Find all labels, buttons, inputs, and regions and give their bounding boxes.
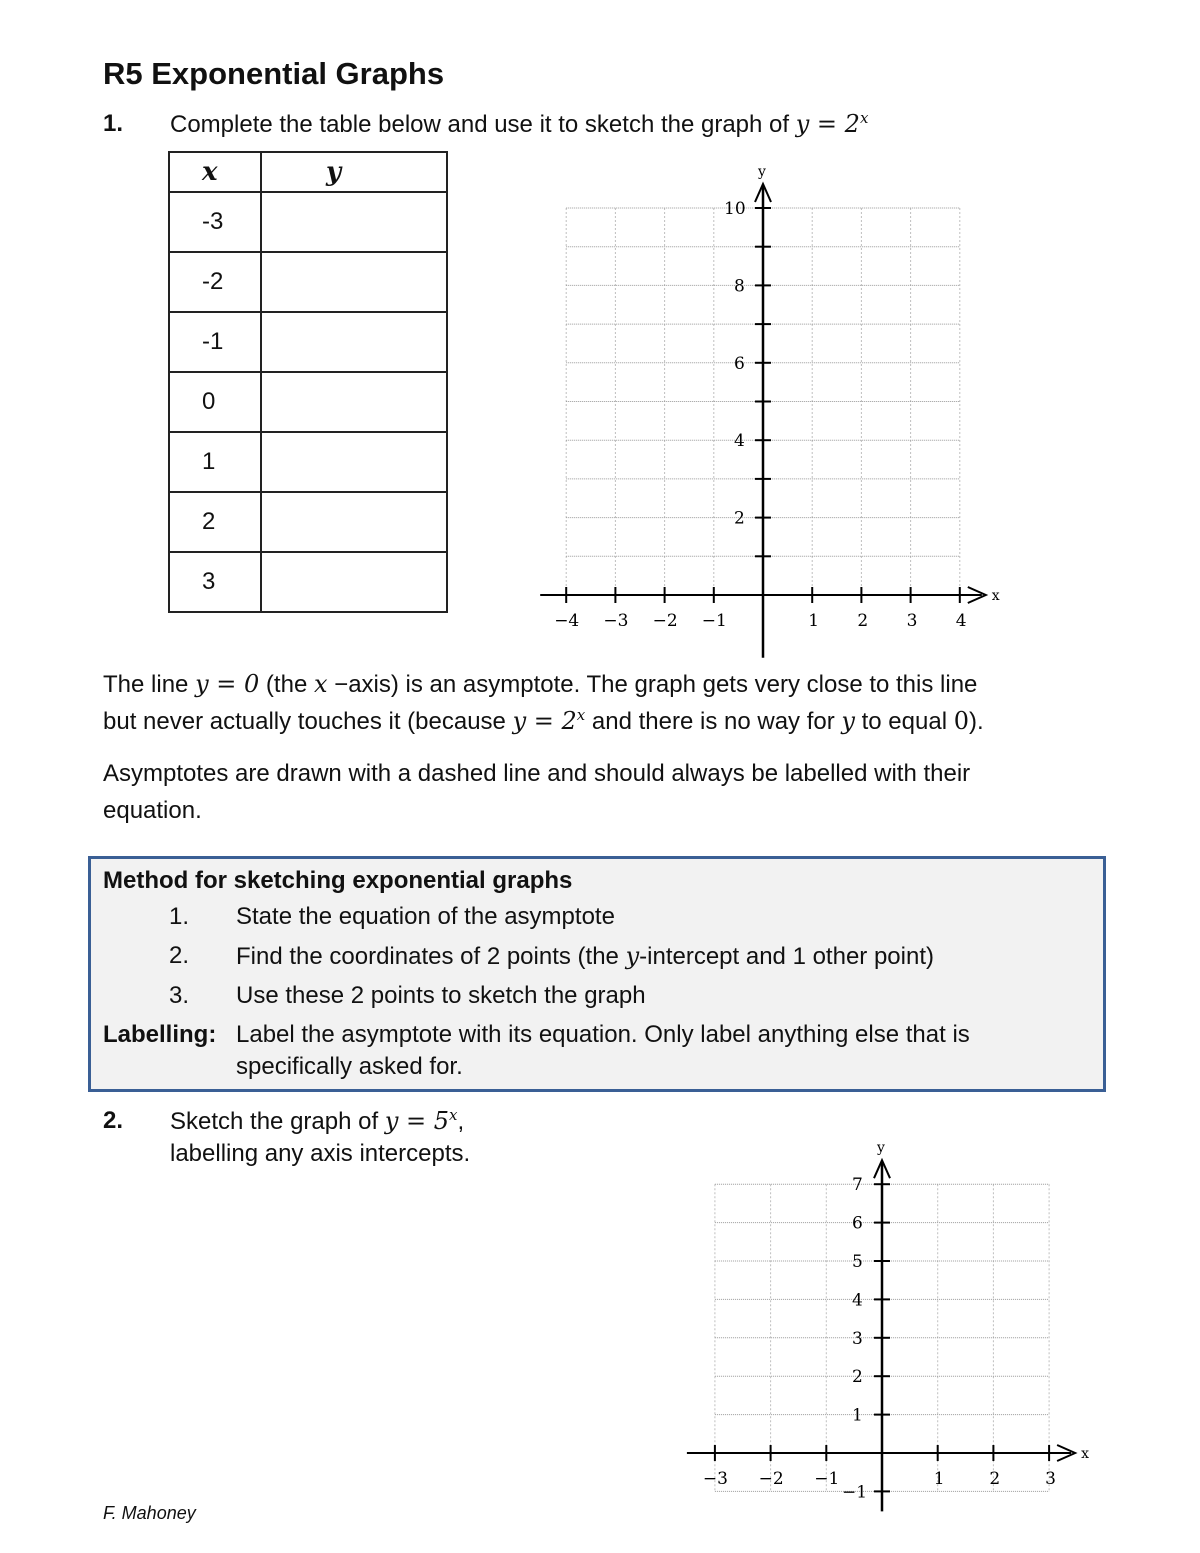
table-cell-y-input[interactable] <box>261 492 447 552</box>
table-cell-y-input[interactable] <box>261 192 447 252</box>
y-axis-label: y <box>877 1140 885 1157</box>
table-cell-x: 1 <box>169 432 261 492</box>
table-row <box>169 192 447 252</box>
y-tick-label: 7 <box>852 1175 863 1196</box>
asymptote-eq-1: y = 0 <box>195 670 260 698</box>
table-cell-x: 3 <box>169 552 261 612</box>
x-tick-label: −1 <box>814 1469 840 1489</box>
table-body <box>169 192 447 612</box>
asymptote-eq-2: y = 2 <box>512 707 577 735</box>
x-tick-label: −3 <box>702 1469 728 1489</box>
question-1-prefix: Complete the table below and use it to sketch the graph of <box>170 111 796 138</box>
y-tick-label: 8 <box>734 276 745 297</box>
method-step-2-number: 2. <box>169 942 190 969</box>
footer-author: F. Mahoney <box>103 1503 196 1523</box>
y-tick-label: −1 <box>842 1482 868 1503</box>
asymptote-text-3: −axis) is an asymptote. The graph gets very close to this line <box>327 671 978 698</box>
x-tick-label: 2 <box>989 1469 1001 1489</box>
table-cell-x: -1 <box>169 312 261 372</box>
method-step-2-text-a: Find the coordinates of 2 points (the <box>236 943 626 970</box>
values-table <box>168 151 448 613</box>
labelling-text-2: specifically asked for. <box>236 1053 463 1080</box>
y-tick-label: 4 <box>852 1290 863 1311</box>
graph-2 <box>680 1135 1100 1525</box>
table-cell-x: -2 <box>169 252 261 312</box>
x-tick-label: 3 <box>1045 1469 1056 1489</box>
method-step-3-text: Use these 2 points to sketch the graph <box>236 982 646 1009</box>
question-2-line-2: labelling any axis intercepts. <box>170 1140 471 1167</box>
question-2-prefix: Sketch the graph of <box>170 1108 385 1135</box>
method-step-2-text <box>236 942 934 971</box>
page-title: R5 Exponential Graphs <box>103 56 445 91</box>
x-tick-label: −1 <box>701 611 727 631</box>
x-tick-label: 2 <box>857 611 869 631</box>
question-2-number: 2. <box>103 1107 124 1134</box>
asymptote-text-1: The line <box>103 671 196 698</box>
asymptote-text-6: to equal <box>854 708 954 735</box>
table-header-x: x <box>169 152 261 192</box>
asymptote-paragraph <box>103 666 1113 740</box>
method-step-1-number: 1. <box>169 903 190 930</box>
question-2-text <box>170 1107 464 1136</box>
labelling-label: Labelling: <box>103 1021 217 1048</box>
method-step-2-text-b: -intercept and 1 other point) <box>639 943 934 970</box>
asymptote-var-y: y <box>841 707 855 735</box>
asymptote-eq-2-exp: x <box>576 706 586 724</box>
table-cell-y-input[interactable] <box>261 252 447 312</box>
method-box <box>88 856 1106 1092</box>
question-1-exponent: x <box>859 109 869 127</box>
table-row <box>169 552 447 612</box>
method-heading: Method for sketching exponential graphs <box>103 867 573 894</box>
asymptote-var-x: x <box>313 670 328 698</box>
labelling-text-1: Label the asymptote with its equation. Only label anything else that is <box>236 1021 970 1048</box>
x-tick-label: 1 <box>933 1469 945 1489</box>
table-header-row <box>169 152 447 192</box>
y-axis-label: y <box>758 164 766 180</box>
table-row <box>169 252 447 312</box>
x-tick-label: −2 <box>758 1469 784 1489</box>
y-tick-label: 2 <box>852 1367 863 1388</box>
question-1-text <box>170 110 868 139</box>
x-tick-label: 1 <box>808 611 820 631</box>
table-cell-x: -3 <box>169 192 261 252</box>
y-tick-label: 1 <box>852 1405 863 1426</box>
asymptote-text-4: but never actually touches it (because <box>103 708 513 735</box>
dashed-line-text-1: Asymptotes are drawn with a dashed line and should always be labelled with their <box>103 760 971 787</box>
table-row <box>169 432 447 492</box>
x-axis-label: x <box>1081 1446 1090 1462</box>
dashed-line-text-2: equation. <box>103 797 202 824</box>
x-tick-label: −3 <box>603 611 629 631</box>
asymptote-zero: 0 <box>953 707 969 735</box>
x-tick-label: 4 <box>955 611 967 631</box>
y-tick-label: 2 <box>734 508 745 529</box>
question-1-equation: y = 2 <box>795 110 860 138</box>
dashed-line-paragraph <box>103 755 1113 829</box>
y-tick-label: 10 <box>724 199 746 219</box>
y-tick-label: 3 <box>852 1328 863 1349</box>
x-tick-label: −2 <box>652 611 678 631</box>
y-tick-label: 5 <box>852 1252 863 1272</box>
table-row <box>169 492 447 552</box>
y-tick-label: 4 <box>734 431 745 452</box>
asymptote-text-2: (the <box>259 671 314 698</box>
y-tick-label: 6 <box>734 353 745 374</box>
method-step-3-number: 3. <box>169 982 190 1009</box>
graph-1 <box>530 150 1010 670</box>
table-cell-y-input[interactable] <box>261 432 447 492</box>
table-cell-y-input[interactable] <box>261 312 447 372</box>
method-step-1-text: State the equation of the asymptote <box>236 903 615 930</box>
question-1-number: 1. <box>103 110 124 137</box>
asymptote-text-7: ). <box>968 708 984 735</box>
table-cell-y-input[interactable] <box>261 552 447 612</box>
table-row <box>169 312 447 372</box>
y-tick-label: 6 <box>852 1213 863 1234</box>
asymptote-text-5: and there is no way for <box>585 708 842 735</box>
table-row <box>169 372 447 432</box>
x-axis-label: x <box>991 588 1000 604</box>
table-cell-x: 2 <box>169 492 261 552</box>
x-tick-label: −4 <box>554 611 580 631</box>
question-2-suffix: , <box>457 1108 465 1135</box>
question-2-exponent: x <box>449 1106 458 1124</box>
question-2-equation: y = 5 <box>384 1107 450 1135</box>
table-header-y: y <box>261 152 447 192</box>
table-cell-y-input[interactable] <box>261 372 447 432</box>
x-tick-label: 3 <box>906 611 918 631</box>
table-cell-x: 0 <box>169 372 261 432</box>
method-step-2-var: y <box>625 942 640 970</box>
